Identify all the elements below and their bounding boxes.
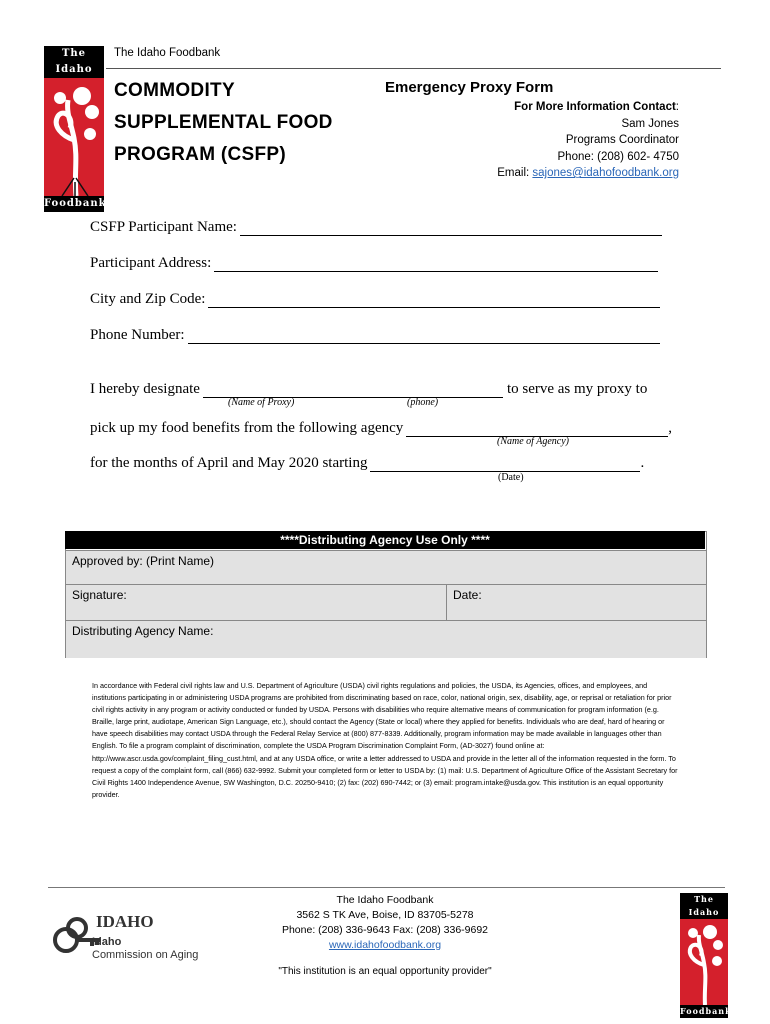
phone-field [90, 327, 660, 344]
designate-line-2 [90, 420, 672, 437]
start-date-input[interactable] [370, 456, 640, 472]
contact-heading: For More Information Contact [514, 101, 676, 113]
form-title: Emergency Proxy Form [385, 79, 554, 96]
city-zip-field [90, 291, 660, 308]
designate-text-start: I hereby designate [90, 381, 200, 397]
sprout-icon [44, 78, 104, 196]
aging-logo-line1: Idaho [92, 936, 122, 948]
footer-statement: "This institution is an equal opportunity provider" [278, 966, 492, 977]
approved-by-row[interactable] [66, 550, 706, 584]
participant-name-field [90, 219, 662, 236]
nondiscrimination-statement: In accordance with Federal civil rights law and U.S. Department of Agriculture (USDA) civil rights regulations and policies, the USDA, its Agencies, offices, and employees, and institutions participating in or administering USDA programs are prohibited from discriminating based on race, color, national origin, sex, disability, age, or reprisal or retaliation for prior civil rights activity in any program or activity conducted or funded by USDA. Persons with disabilities who require alternative means of communication for program information (e.g. Braille, large print, audiotape, American Sign Language, etc.), should contact the Agency (State or local) where they applied for benefits. Individuals who are deaf, hard of hearing or have speech disabilities may contact USDA through the Federal Relay Service at (800) 877-8339. Additionally, program information may be made available in languages other than English. To file a program complaint of discrimination, complete the USDA Program Discrimination Complaint Form, (AD-3027) found online at: http://www.ascr.usda.gov/complaint_filing_cust.html, and at any USDA office, or write a letter addressed to USDA and provide in the letter all of the information requested in the form. To request a copy of the complaint form, call (866) 632-9992. Submit your completed form or letter to USDA by: (1) mail: U.S. Department of Agriculture Office of the Assistant Secretary for Civil Rights 1400 Independence Avenue, SW Washington, D.C. 20250-9410; (2) fax: (202) 690-7442; or (3) email: program.intake@usda.gov. This institution is an equal opportunity provider. [92, 681, 678, 799]
phone-label: Phone Number: [90, 327, 185, 343]
footer-phones: Phone: (208) 336-9643 Fax: (208) 336-9692 [281, 924, 489, 936]
agency-text-start: pick up my food benefits from the following agency [90, 420, 404, 436]
footer-sprout-icon [680, 919, 728, 1005]
agency-name-row[interactable] [66, 620, 706, 658]
approved-by-label: Approved by: (Print Name) [72, 554, 215, 568]
footer-website-link[interactable]: www.idahofoodbank.org [328, 939, 442, 951]
signature-label: Signature: [72, 588, 127, 602]
commission-on-aging-logo [52, 912, 212, 964]
logo-top-text: The Idaho [44, 46, 104, 78]
date-cell[interactable] [447, 585, 706, 620]
aging-logo-state: IDAHO [96, 912, 154, 931]
signature-cell[interactable] [66, 585, 447, 620]
designate-line-3 [90, 455, 644, 472]
date-label: Date: [453, 588, 482, 602]
participant-name-input[interactable] [240, 220, 662, 236]
city-zip-label: City and Zip Code: [90, 291, 206, 307]
program-title-line-3: PROGRAM (CSFP) [114, 144, 287, 165]
program-title-line-1: COMMODITY [114, 80, 235, 101]
start-date-text-end: . [640, 455, 645, 471]
footer-logo-bottom-text: Foodbank [680, 1006, 732, 1016]
start-date-text-start: for the months of April and May 2020 starting [90, 455, 368, 471]
idaho-foodbank-logo [44, 46, 107, 209]
contact-email-link[interactable]: sajones@idahofoodbank.org [532, 167, 679, 179]
designate-text-end: to serve as my proxy to [506, 381, 648, 397]
idaho-foodbank-logo-footer [680, 893, 732, 1016]
hint-date: (Date) [498, 472, 524, 483]
footer-divider [48, 887, 725, 888]
contact-colon: : [675, 101, 679, 113]
phone-input[interactable] [188, 328, 660, 344]
agency-text-end: , [668, 420, 673, 436]
footer-org: The Idaho Foodbank [336, 894, 434, 906]
address-label: Participant Address: [90, 255, 212, 271]
contact-block [497, 99, 679, 182]
contact-name: Sam Jones [621, 117, 679, 130]
logo-bottom-text: Foodbank [44, 196, 104, 212]
hint-proxy-name: (Name of Proxy) [228, 397, 295, 408]
program-title-line-2: SUPPLEMENTAL FOOD [114, 112, 333, 133]
address-field [90, 255, 658, 272]
contact-email-label: Email: [497, 167, 533, 179]
logo-graphic [44, 78, 104, 196]
hint-agency-name: (Name of Agency) [497, 436, 570, 447]
agency-name-label: Distributing Agency Name: [72, 624, 214, 638]
signature-date-row [66, 584, 706, 620]
footer-logo-top-text: The Idaho [680, 893, 728, 919]
contact-phone: Phone: (208) 602- 4750 [557, 150, 679, 163]
footer-logo-graphic [680, 919, 728, 1005]
participant-name-label: CSFP Participant Name: [90, 219, 237, 235]
org-name: The Idaho Foodbank [114, 47, 221, 59]
agency-name-input[interactable] [406, 421, 668, 437]
designate-line-1 [90, 381, 647, 398]
agency-use-heading: ****Distributing Agency Use Only **** [65, 531, 705, 549]
hint-proxy-phone: (phone) [407, 397, 439, 408]
footer-contact [230, 893, 540, 953]
aging-logo-line2: Commission on Aging [92, 949, 199, 961]
agency-use-box [65, 531, 707, 658]
address-input[interactable] [214, 256, 658, 272]
footer-address: 3562 S TK Ave, Boise, ID 83705-5278 [296, 909, 474, 921]
proxy-name-phone-input[interactable] [203, 382, 503, 398]
contact-role: Programs Coordinator [565, 134, 679, 146]
header-divider [106, 68, 721, 69]
city-zip-input[interactable] [208, 292, 660, 308]
